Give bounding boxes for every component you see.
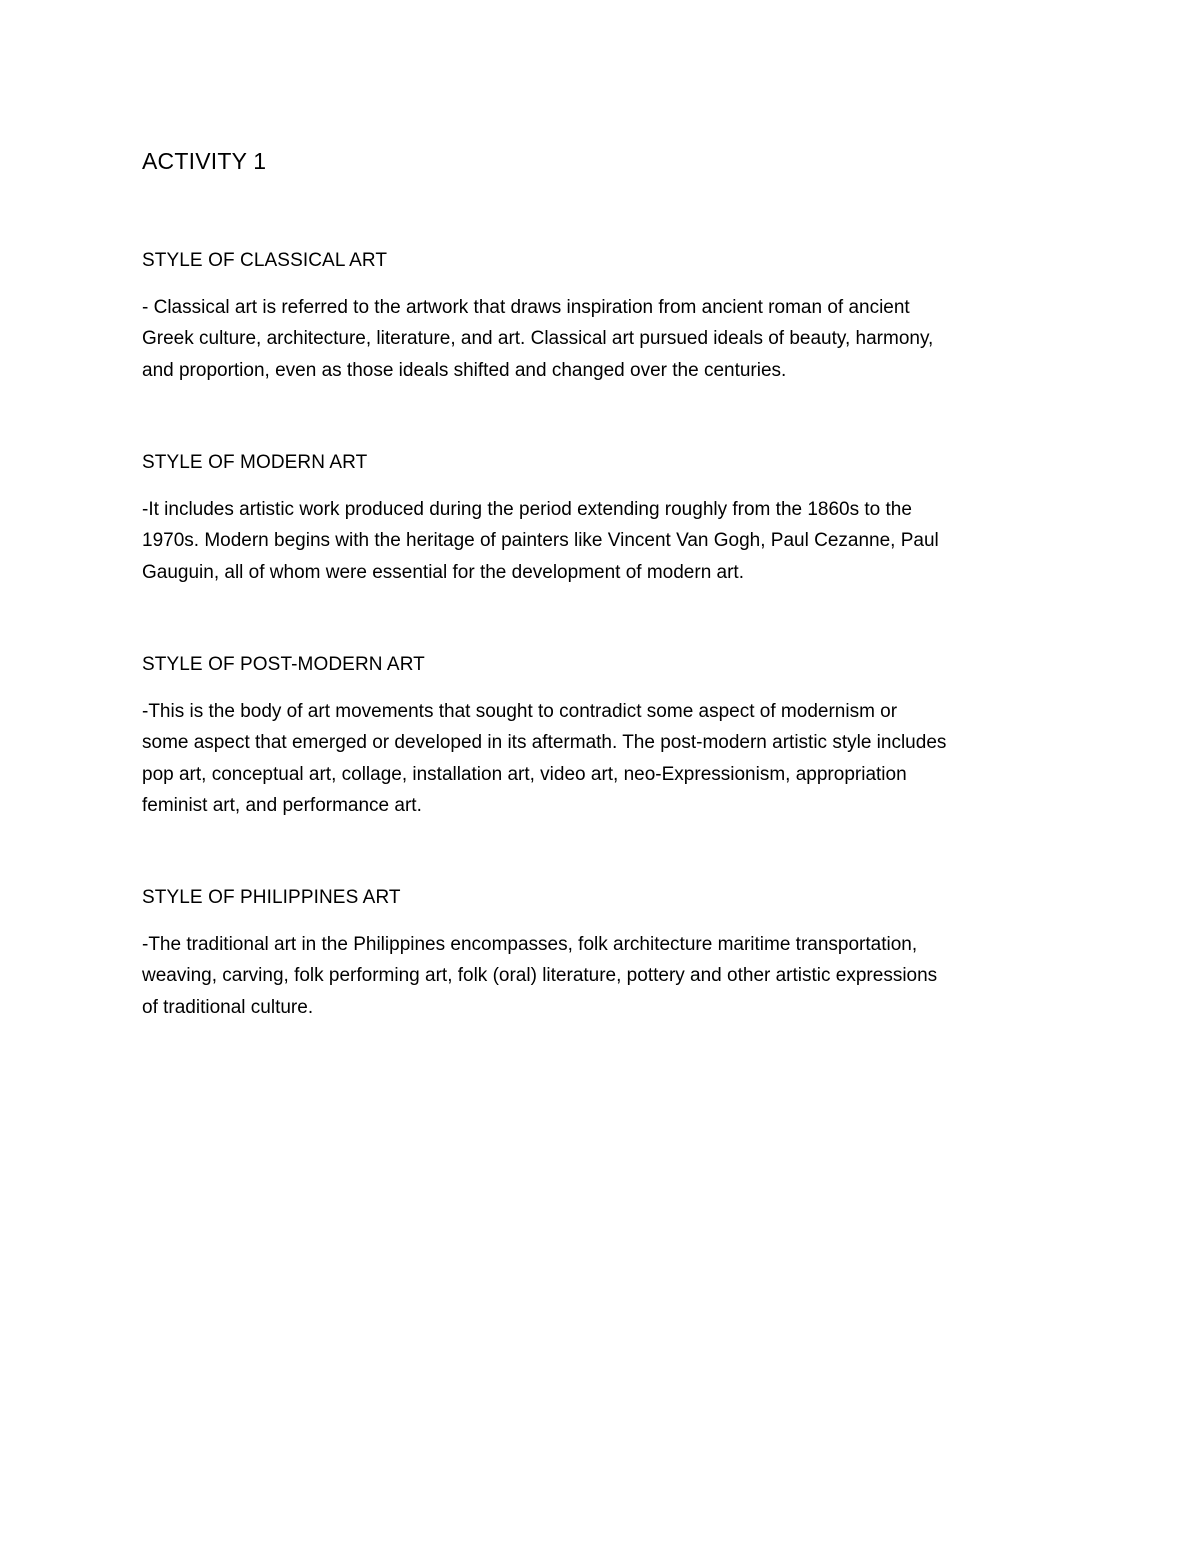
body-line: some aspect that emerged or developed in its aftermath. The post-modern artistic style includes — [142, 732, 947, 754]
document-title: ACTIVITY 1 — [142, 148, 267, 174]
section-body-post-modern — [142, 696, 946, 821]
section-heading-philippines: STYLE OF PHILIPPINES ART — [142, 887, 401, 908]
section-body-classical — [142, 292, 933, 386]
body-line: of traditional culture. — [142, 996, 314, 1018]
body-line: -The traditional art in the Philippines encompasses, folk architecture maritime transportation, — [142, 934, 918, 955]
body-line: 1970s. Modern begins with the heritage of painters like Vincent Van Gogh, Paul Cezanne, Paul — [142, 530, 939, 552]
body-line: - Classical art is referred to the artwork that draws inspiration from ancient roman of ancient — [142, 297, 910, 318]
section-body-modern — [142, 494, 939, 588]
body-line: weaving, carving, folk performing art, folk (oral) literature, pottery and other artistic expressions — [142, 965, 938, 987]
body-line: pop art, conceptual art, collage, installation art, video art, neo-Expressionism, appropriation — [142, 763, 907, 785]
body-line: -This is the body of art movements that sought to contradict some aspect of modernism or — [142, 701, 898, 722]
section-heading-classical: STYLE OF CLASSICAL ART — [142, 250, 388, 271]
body-line: Greek culture, architecture, literature, and art. Classical art pursued ideals of beauty, harmony, — [142, 328, 934, 350]
section-body-philippines — [142, 929, 937, 1023]
body-line: Gauguin, all of whom were essential for the development of modern art. — [142, 561, 744, 583]
section-heading-post-modern: STYLE OF POST-MODERN ART — [142, 654, 425, 675]
body-line: feminist art, and performance art. — [142, 794, 422, 816]
body-line: -It includes artistic work produced during the period extending roughly from the 1860s to the — [142, 499, 912, 520]
section-heading-modern: STYLE OF MODERN ART — [142, 452, 368, 473]
body-line: and proportion, even as those ideals shifted and changed over the centuries. — [142, 359, 787, 381]
